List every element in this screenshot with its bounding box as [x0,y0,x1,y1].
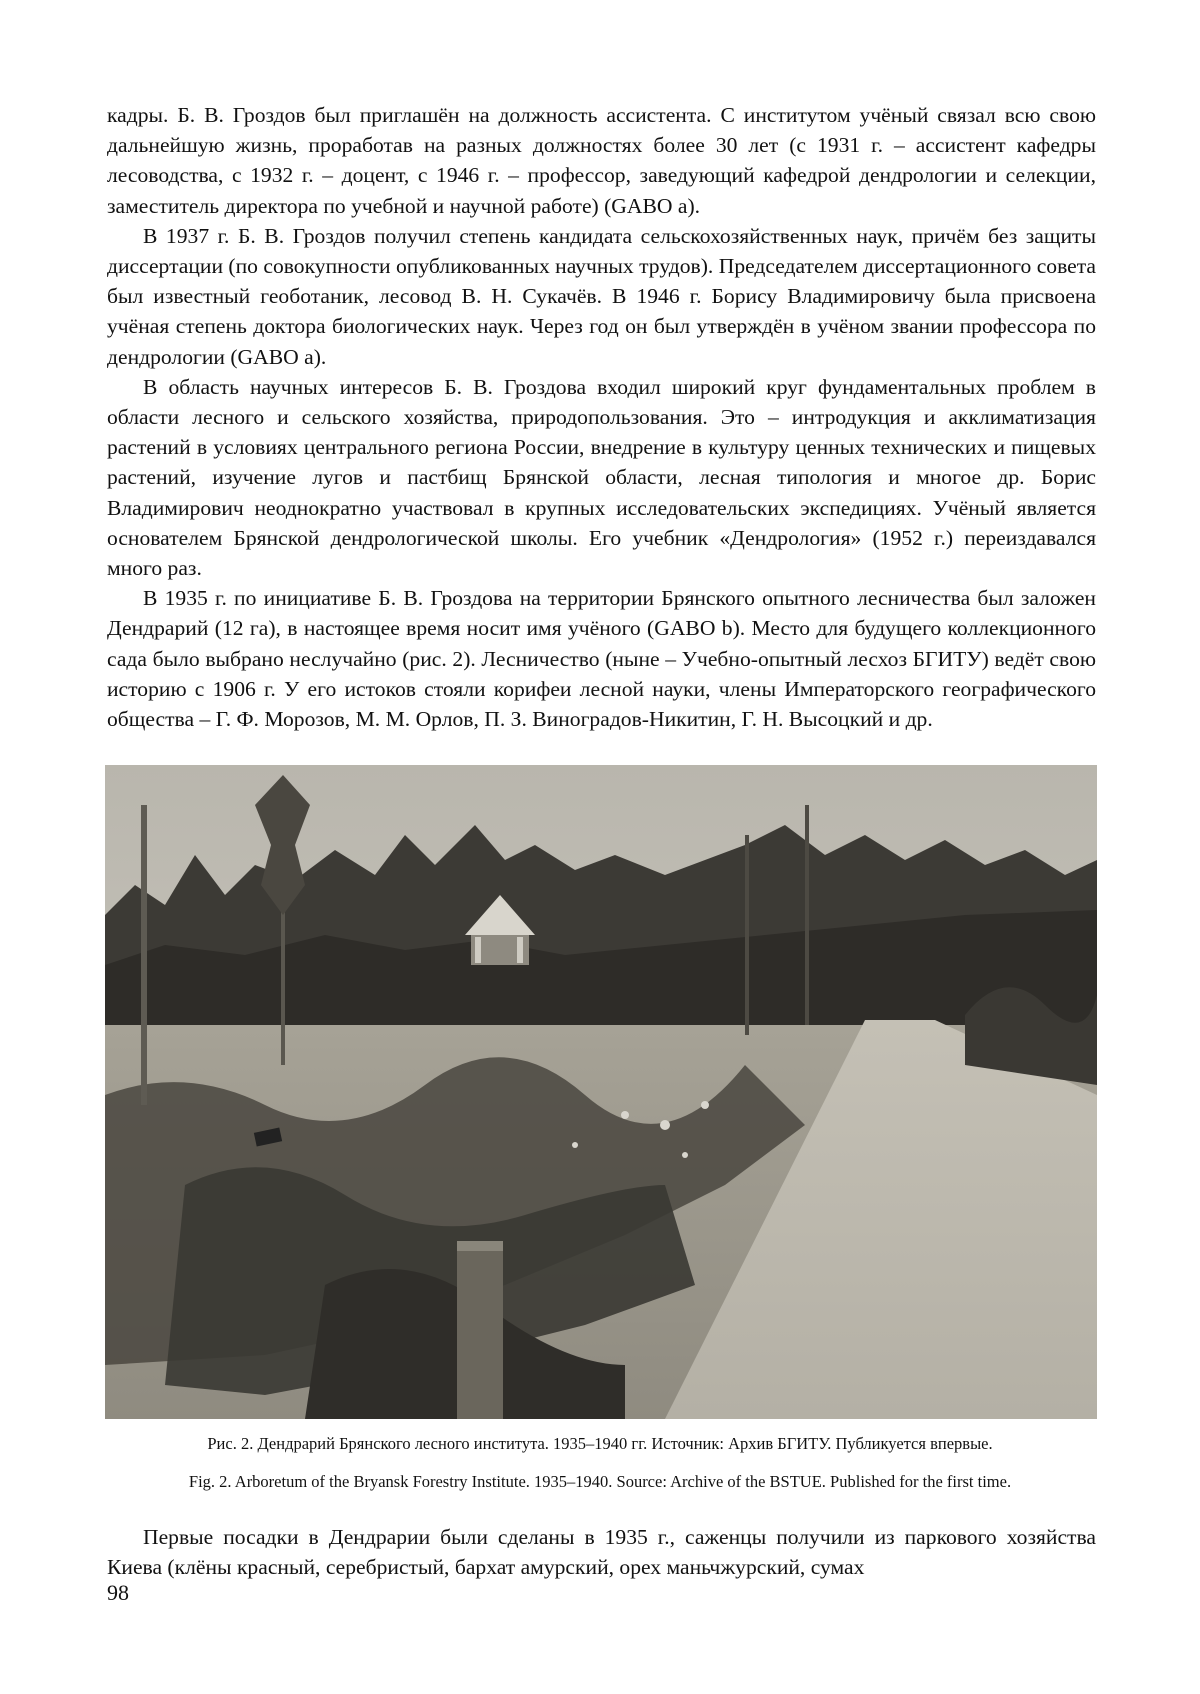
paragraph-4: В 1935 г. по инициативе Б. В. Гроздова на территории Брянского опытного лесничества был заложен Дендрарий (12 га), в настоящее время носит имя учёного (GABO b). Место для будущего коллекционного сада было выбрано неслучайно (рис. 2). Лесничество (ныне – Учебно-опытный лесхоз БГИТУ) ведёт свою историю с 1906 г. У его истоков стояли корифеи лесной науки, члены Императорского географического общества – Г. Ф. Морозов, М. М. Орлов, П. З. Виноградов-Никитин, Г. Н. Высоцкий и др. [107,583,1096,734]
paragraph-1: кадры. Б. В. Гроздов был приглашён на должность ассистента. С институтом учёный связал всю свою дальнейшую жизнь, проработав на разных должностях более 30 лет (с 1931 г. – ассистент кафедры лесоводства, с 1932 г. – доцент, с 1946 г. – профессор, заведующий кафедрой дендрологии и селекции, заместитель директора по учебной и научной работе) (GABO a). [107,100,1096,221]
paragraph-5: Первые посадки в Дендрарии были сделаны в 1935 г., саженцы получили из паркового хозяйства Киева (клёны красный, серебристый, бархат амурский, орех маньчжурский, сумах [107,1522,1096,1582]
page-number: 98 [107,1580,129,1606]
arboretum-photo-illustration [105,765,1097,1419]
figure-caption-en: Fig. 2. Arboretum of the Bryansk Forestry Institute. 1935–1940. Source: Archive of the BSTUE. Published for the first time. [60,1472,1140,1492]
arboretum-photo [105,765,1097,1419]
figure-caption-ru: Рис. 2. Дендрарий Брянского лесного института. 1935–1940 гг. Источник: Архив БГИТУ. Публикуется впервые. [60,1434,1140,1454]
document-page [0,0,1200,1694]
main-text [107,100,1096,734]
paragraph-2: В 1937 г. Б. В. Гроздов получил степень кандидата сельскохозяйственных наук, причём без защиты диссертации (по совокупности опубликованных научных трудов). Председателем диссертационного совета был известный геоботаник, лесовод В. Н. Сукачёв. В 1946 г. Борису Владимировичу была присвоена учёная степень доктора биологических наук. Через год он был утверждён в учёном звании профессора по дендрологии (GABO a). [107,221,1096,372]
paragraph-3: В область научных интересов Б. В. Гроздова входил широкий круг фундаментальных проблем в области лесного и сельского хозяйства, природопользования. Это – интродукция и акклиматизация растений в условиях центрального региона России, внедрение в культуру ценных технических и пищевых растений, изучение лугов и пастбищ Брянской области, лесная типология и многое др. Борис Владимирович неоднократно участвовал в крупных исследовательских экспедициях. Учёный является основателем Брянской дендрологической школы. Его учебник «Дендрология» (1952 г.) переиздавался много раз. [107,372,1096,583]
bottom-text [107,1522,1096,1582]
